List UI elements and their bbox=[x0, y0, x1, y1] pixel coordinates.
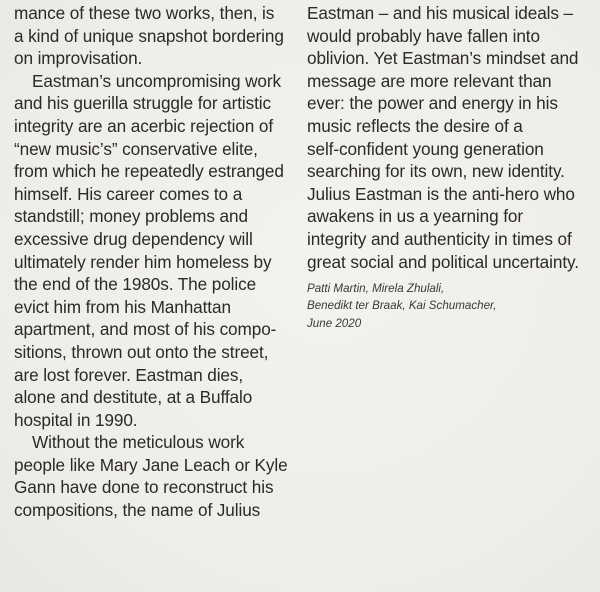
text-line: a kind of unique snapshot bordering bbox=[14, 25, 284, 46]
text-line: music reflects the desire of a bbox=[307, 115, 523, 136]
text-line: searching for its own, new identity. bbox=[307, 161, 565, 182]
text-line: integrity are an acerbic rejection of bbox=[14, 115, 274, 136]
text-line: evict him from his Manhattan bbox=[14, 296, 231, 317]
text-line: Gann have done to reconstruct his bbox=[14, 477, 274, 498]
text-line: are lost forever. Eastman dies, bbox=[14, 364, 244, 385]
credit-date: June 2020 bbox=[307, 316, 362, 330]
text-line: himself. His career comes to a bbox=[14, 183, 243, 204]
text-line: great social and political uncertainty. bbox=[307, 251, 579, 272]
text-line: hospital in 1990. bbox=[14, 409, 138, 430]
text-line: alone and destitute, at a Buffalo bbox=[14, 387, 253, 408]
text-line: and his guerilla struggle for artistic bbox=[14, 93, 272, 114]
text-line: awakens in us a yearning for bbox=[307, 206, 523, 227]
text-line: sitions, thrown out onto the street, bbox=[14, 341, 269, 362]
text-line: self-confident young generation bbox=[307, 138, 544, 159]
paragraph-first-line: Eastman’s uncompromising work bbox=[32, 70, 281, 91]
text-line: standstill; money problems and bbox=[14, 206, 248, 227]
text-line: would probably have fallen into bbox=[307, 25, 540, 46]
text-line: Julius Eastman is the anti-hero who bbox=[307, 183, 575, 204]
paragraph-first-line: Without the meticulous work bbox=[32, 432, 245, 453]
author-credits bbox=[307, 280, 592, 332]
text-line: apartment, and most of his compo- bbox=[14, 319, 277, 340]
text-line: on improvisation. bbox=[14, 48, 143, 69]
text-line: “new music’s” conservative elite, bbox=[14, 138, 258, 159]
left-text-column bbox=[14, 2, 299, 522]
text-line: compositions, the name of Julius bbox=[14, 500, 261, 521]
text-line: oblivion. Yet Eastman’s mindset and bbox=[307, 48, 579, 69]
right-text-column bbox=[307, 2, 592, 332]
text-line: ever: the power and energy in his bbox=[307, 93, 558, 114]
credit-line: Benedikt ter Braak, Kai Schumacher, bbox=[307, 299, 497, 313]
text-line: integrity and authenticity in times of bbox=[307, 228, 572, 249]
credit-line: Patti Martin, Mirela Zhulali, bbox=[307, 282, 445, 296]
text-line: people like Mary Jane Leach or Kyle bbox=[14, 454, 288, 475]
text-line: mance of these two works, then, is bbox=[14, 3, 275, 23]
text-line: Eastman – and his musical ideals – bbox=[307, 3, 574, 23]
text-line: ultimately render him homeless by bbox=[14, 251, 272, 272]
text-line: from which he repeatedly estranged bbox=[14, 161, 284, 182]
text-line: message are more relevant than bbox=[307, 70, 552, 91]
text-line: excessive drug dependency will bbox=[14, 228, 253, 249]
text-line: the end of the 1980s. The police bbox=[14, 274, 257, 295]
